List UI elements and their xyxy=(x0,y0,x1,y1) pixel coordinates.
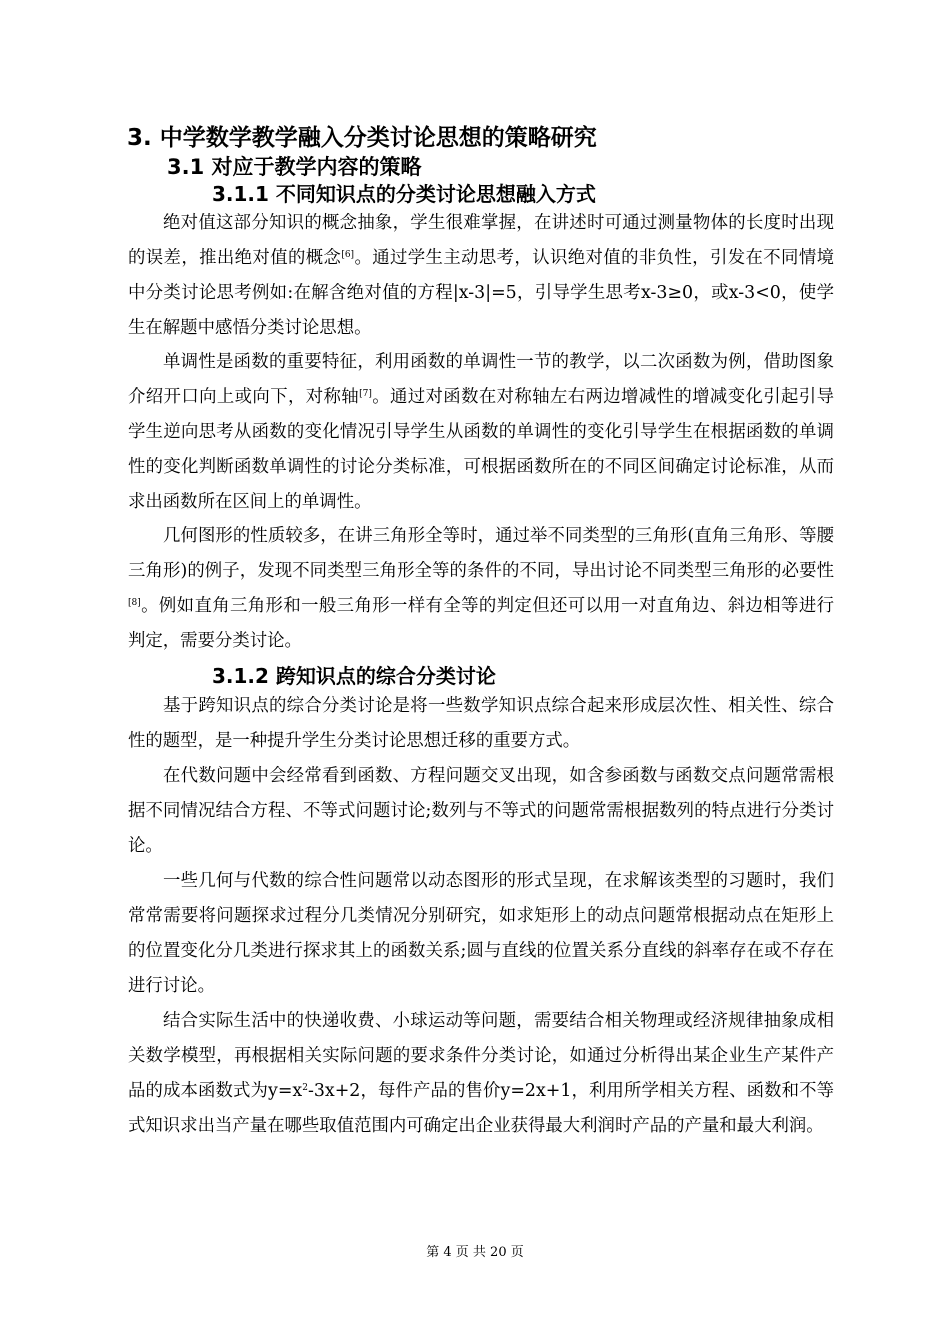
paragraph-algebra: 在代数问题中会经常看到函数、方程问题交叉出现，如含参函数与函数交点问题常需根据不同情况结合方程、不等式问题讨论;数列与不等式的问题常需根据数列的特点进行分类讨论。 xyxy=(128,766,834,856)
subsubsection-heading-3-1-1: 3.1.1 不同知识点的分类讨论思想融入方式 xyxy=(212,182,596,206)
paragraph-real-life: 结合实际生活中的快递收费、小球运动等问题，需要结合相关物理或经济规律抽象成相关数学模型，再根据相关实际问题的要求条件分类讨论，如通过分析得出某企业生产某件产品的成本函数式为$y=x^2-3x+2$，每件产品的售价y=2x+1，利用所学相关方程、函数和不等式知识求出当产量在哪些取值范围内可确定出企业获得最大利润时产品的产量和最大利润。 xyxy=(128,1011,834,1136)
citation-ref: [6] xyxy=(341,250,355,260)
citation-ref: [7] xyxy=(359,389,372,399)
paragraph-absolute-value: 绝对值这部分知识的概念抽象，学生很难掌握，在讲述时可通过测量物体的长度时出现的误差，推出绝对值的概念[6]。通过学生主动思考，认识绝对值的非负性，引发在不同情境中分类讨论思考例如:在解含绝对值的方程|x-3|=5，引导学生思考x-3≥0，或x-3<0，使学生在解题中感悟分类讨论思想。 xyxy=(128,213,834,338)
page-number-footer: 第 4 页 共 20 页 xyxy=(426,1245,524,1260)
citation-ref: [8] xyxy=(128,598,141,608)
paragraph-monotonicity: 单调性是函数的重要特征，利用函数的单调性一节的教学，以二次函数为例，借助图象介绍开口向上或向下，对称轴[7]。通过对函数在对称轴左右两边增减性的增减变化引起引导学生逆向思考从函数的变化情况引导学生从函数的单调性的变化引导学生在根据函数的单调性的变化判断函数单调性的讨论分类标准，可根据函数所在的不同区间确定讨论标准，从而求出函数所在区间上的单调性。 xyxy=(128,352,834,512)
paragraph-cross-knowledge: 基于跨知识点的综合分类讨论是将一些数学知识点综合起来形成层次性、相关性、综合性的题型，是一种提升学生分类讨论思想迁移的重要方式。 xyxy=(128,696,834,751)
section-heading: 3. 中学数学教学融入分类讨论思想的策略研究 xyxy=(127,125,597,151)
paragraph-geometry-algebra: 一些几何与代数的综合性问题常以动态图形的形式呈现，在求解该类型的习题时，我们常常需要将问题探求过程分几类情况分别研究，如求矩形上的动点问题常根据动点在矩形上的位置变化分几类进行探求其上的函数关系;圆与直线的位置关系分直线的斜率存在或不存在进行讨论。 xyxy=(128,871,834,996)
subsection-heading: 3.1 对应于教学内容的策略 xyxy=(167,155,422,179)
subsubsection-heading-3-1-2: 3.1.2 跨知识点的综合分类讨论 xyxy=(212,664,496,688)
paragraph-geometry: 几何图形的性质较多，在讲三角形全等时，通过举不同类型的三角形(直角三角形、等腰三角形)的例子，发现不同类型三角形全等的条件的不同，导出讨论不同类型三角形的必要性[8]。例如直角三角形和一般三角形一样有全等的判定但还可以用一对直角边、斜边相等进行判定，需要分类讨论。 xyxy=(128,526,834,651)
superscript-exponent: 2 xyxy=(302,1083,308,1093)
